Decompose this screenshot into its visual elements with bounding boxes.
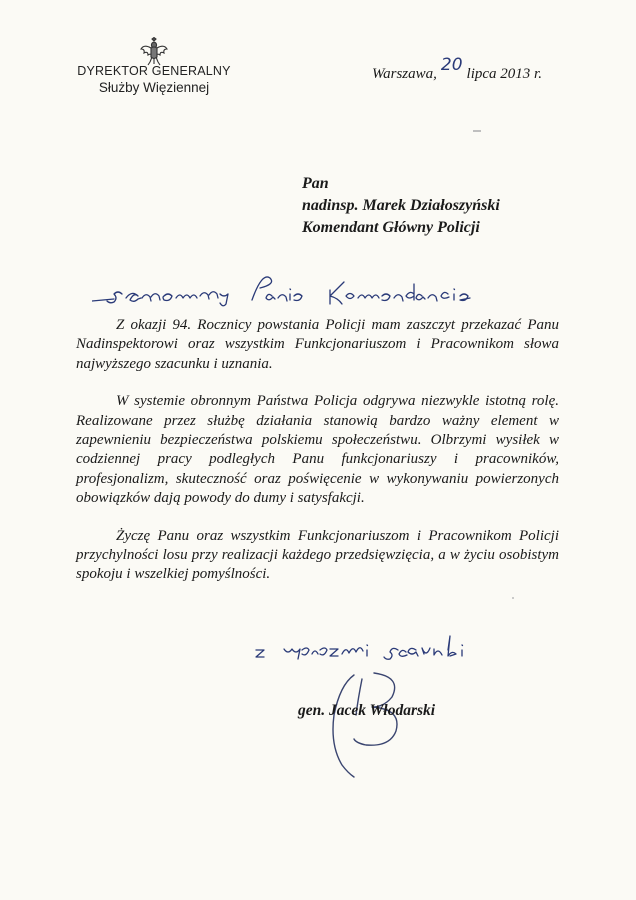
addressee-line-1: Pan: [302, 175, 329, 192]
signer-name: gen. Jacek Włodarski: [298, 702, 436, 719]
letter-body: [76, 316, 559, 603]
signature: [318, 665, 408, 785]
addressee-block: [302, 173, 612, 239]
body-paragraph-2-line-1: W systemie obronnym Państwa Policja odgrywa niezwykle istotną rolę.: [116, 393, 559, 410]
dateline-month-year: lipca 2013 r.: [466, 66, 542, 82]
body-paragraph-3: Życzę Panu oraz wszystkim Funkcjonariuszom i Pracownikom Policji przychylności losu przy realizacji każdego przedsięwzięcia, a w życiu osobistym spokoju i wszelkiej pomyślności.: [76, 527, 559, 583]
issuer-block: [64, 63, 244, 96]
addressee-position: Komendant Główny Policji: [302, 219, 480, 236]
page-mark: [473, 130, 481, 132]
dateline-city: Warszawa,: [372, 66, 437, 82]
handwritten-closing: [250, 632, 520, 660]
paper-speck: [512, 597, 514, 599]
issuer-institution: Służby Więziennej: [98, 80, 210, 95]
dateline-day-handwritten: 20: [440, 55, 463, 75]
handwritten-salutation: [92, 268, 492, 308]
body-paragraph-2-text: Realizowane przez służbę działania stanowią bardzo ważny element w zapewnieniu bezpieczeństwa polskiemu społeczeństwu. Olbrzymi wysiłek w codziennej pracy podległych Panu funkcjonariuszy i pracowników, profesjonalizm, skuteczność oraz poświęcenie w wykonywaniu powierzonych obowiązków dają powody do dumy i satysfakcji.: [76, 412, 559, 507]
issuer-title: DYREKTOR GENERALNY: [77, 64, 231, 78]
addressee-name: nadinsp. Marek Działoszyński: [302, 197, 500, 214]
body-paragraph-2: [76, 392, 559, 508]
dateline: [372, 55, 592, 83]
body-paragraph-1: Z okazji 94. Rocznicy powstania Policji mam zaszczyt przekazać Panu Nadinspektorowi oraz wszystkim Funkcjonariuszom i Pracownikom słowa najwyższego szacunku i uznania.: [76, 317, 559, 372]
